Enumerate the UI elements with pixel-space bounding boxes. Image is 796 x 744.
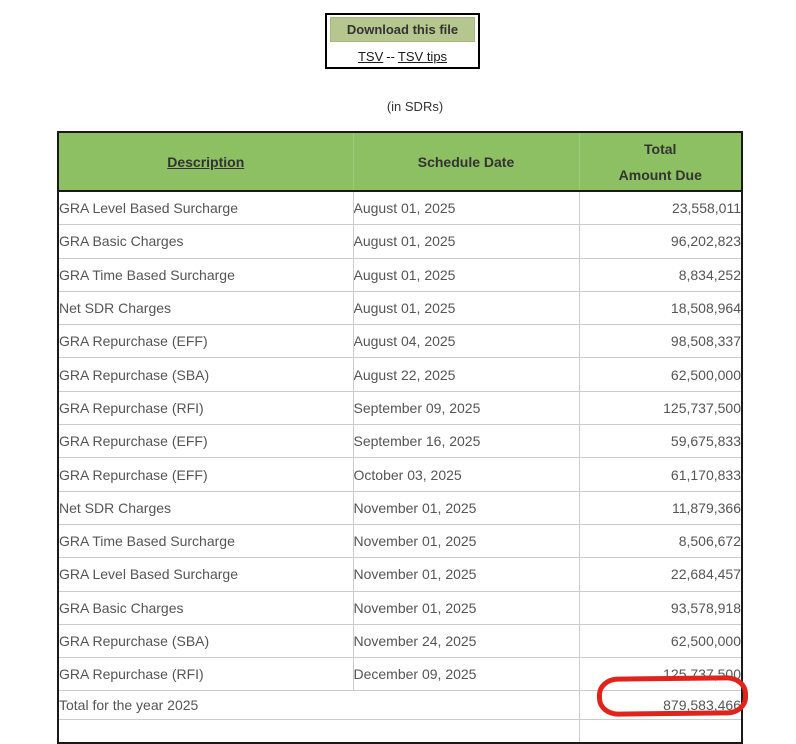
- table-row: [58, 524, 742, 557]
- amount-column-header: [579, 132, 742, 191]
- schedule-date-cell: November 01, 2025: [353, 524, 579, 557]
- units-caption: (in SDRs): [386, 99, 444, 114]
- amount-cell: 96,202,823: [579, 225, 742, 258]
- schedule-date-cell: October 03, 2025: [353, 458, 579, 491]
- amount-cell: 125,737,500: [579, 391, 742, 424]
- empty-cell: [58, 720, 579, 744]
- schedule-date-cell: August 01, 2025: [353, 258, 579, 291]
- description-column-header: [58, 132, 353, 191]
- description-cell: Net SDR Charges: [58, 491, 353, 524]
- table-row: [58, 358, 742, 391]
- description-cell: GRA Time Based Surcharge: [58, 258, 353, 291]
- amount-cell: 18,508,964: [579, 291, 742, 324]
- amount-cell: 61,170,833: [579, 458, 742, 491]
- description-cell: GRA Repurchase (EFF): [58, 425, 353, 458]
- amount-cell: 62,500,000: [579, 624, 742, 657]
- amount-cell: 8,834,252: [579, 258, 742, 291]
- amount-cell: 62,500,000: [579, 358, 742, 391]
- description-cell: GRA Time Based Surcharge: [58, 524, 353, 557]
- amount-cell: 93,578,918: [579, 591, 742, 624]
- description-cell: GRA Basic Charges: [58, 591, 353, 624]
- total-amount-cell: 879,583,466: [579, 691, 742, 720]
- schedule-date-cell: August 01, 2025: [353, 225, 579, 258]
- description-cell: GRA Basic Charges: [58, 225, 353, 258]
- description-cell: GRA Repurchase (RFI): [58, 658, 353, 691]
- description-sort-link[interactable]: Description: [167, 153, 245, 170]
- amount-cell: 8,506,672: [579, 524, 742, 557]
- description-cell: GRA Level Based Surcharge: [58, 558, 353, 591]
- tsv-tips-link[interactable]: TSV tips: [397, 49, 448, 64]
- table-row: [58, 191, 742, 225]
- table-row: [58, 458, 742, 491]
- table-row: [58, 391, 742, 424]
- table-row: [58, 225, 742, 258]
- table-header-row: [58, 132, 742, 191]
- table-row: [58, 591, 742, 624]
- amount-header-line2: Amount Due: [618, 166, 702, 183]
- description-cell: GRA Repurchase (EFF): [58, 325, 353, 358]
- schedule-date-cell: December 09, 2025: [353, 658, 579, 691]
- schedule-date-cell: November 24, 2025: [353, 624, 579, 657]
- total-row: [58, 691, 742, 720]
- table-row: [58, 291, 742, 324]
- table-row: [58, 258, 742, 291]
- description-cell: GRA Repurchase (SBA): [58, 358, 353, 391]
- table-row: [58, 658, 742, 691]
- table-row: [58, 325, 742, 358]
- links-separator: --: [386, 49, 395, 64]
- schedule-date-cell: August 01, 2025: [353, 191, 579, 225]
- download-links: [327, 49, 478, 64]
- schedule-date-cell: August 04, 2025: [353, 325, 579, 358]
- schedule-date-cell: November 01, 2025: [353, 558, 579, 591]
- description-cell: Net SDR Charges: [58, 291, 353, 324]
- description-cell: GRA Repurchase (EFF): [58, 458, 353, 491]
- download-box: [325, 13, 480, 69]
- amount-cell: 11,879,366: [579, 491, 742, 524]
- tsv-link[interactable]: TSV: [357, 49, 384, 64]
- schedule-date-cell: September 16, 2025: [353, 425, 579, 458]
- schedule-date-cell: November 01, 2025: [353, 491, 579, 524]
- download-file-button[interactable]: Download this file: [330, 17, 475, 42]
- description-cell: GRA Level Based Surcharge: [58, 191, 353, 225]
- description-cell: GRA Repurchase (SBA): [58, 624, 353, 657]
- amount-cell: 23,558,011: [579, 191, 742, 225]
- schedule-date-cell: August 01, 2025: [353, 291, 579, 324]
- amount-header-line1: Total: [644, 140, 677, 157]
- table-row: [58, 624, 742, 657]
- schedule-date-cell: September 09, 2025: [353, 391, 579, 424]
- amount-cell: 22,684,457: [579, 558, 742, 591]
- partial-bottom-row: [58, 720, 742, 744]
- schedule-date-cell: November 01, 2025: [353, 591, 579, 624]
- amount-cell: 125,737,500: [579, 658, 742, 691]
- table-row: [58, 491, 742, 524]
- description-cell: GRA Repurchase (RFI): [58, 391, 353, 424]
- empty-cell: [579, 720, 742, 744]
- table-row: [58, 558, 742, 591]
- amount-cell: 59,675,833: [579, 425, 742, 458]
- payments-table: [57, 131, 743, 744]
- total-label-cell: Total for the year 2025: [58, 691, 579, 720]
- table-row: [58, 425, 742, 458]
- schedule-date-column-header: Schedule Date: [353, 132, 579, 191]
- schedule-date-cell: August 22, 2025: [353, 358, 579, 391]
- amount-cell: 98,508,337: [579, 325, 742, 358]
